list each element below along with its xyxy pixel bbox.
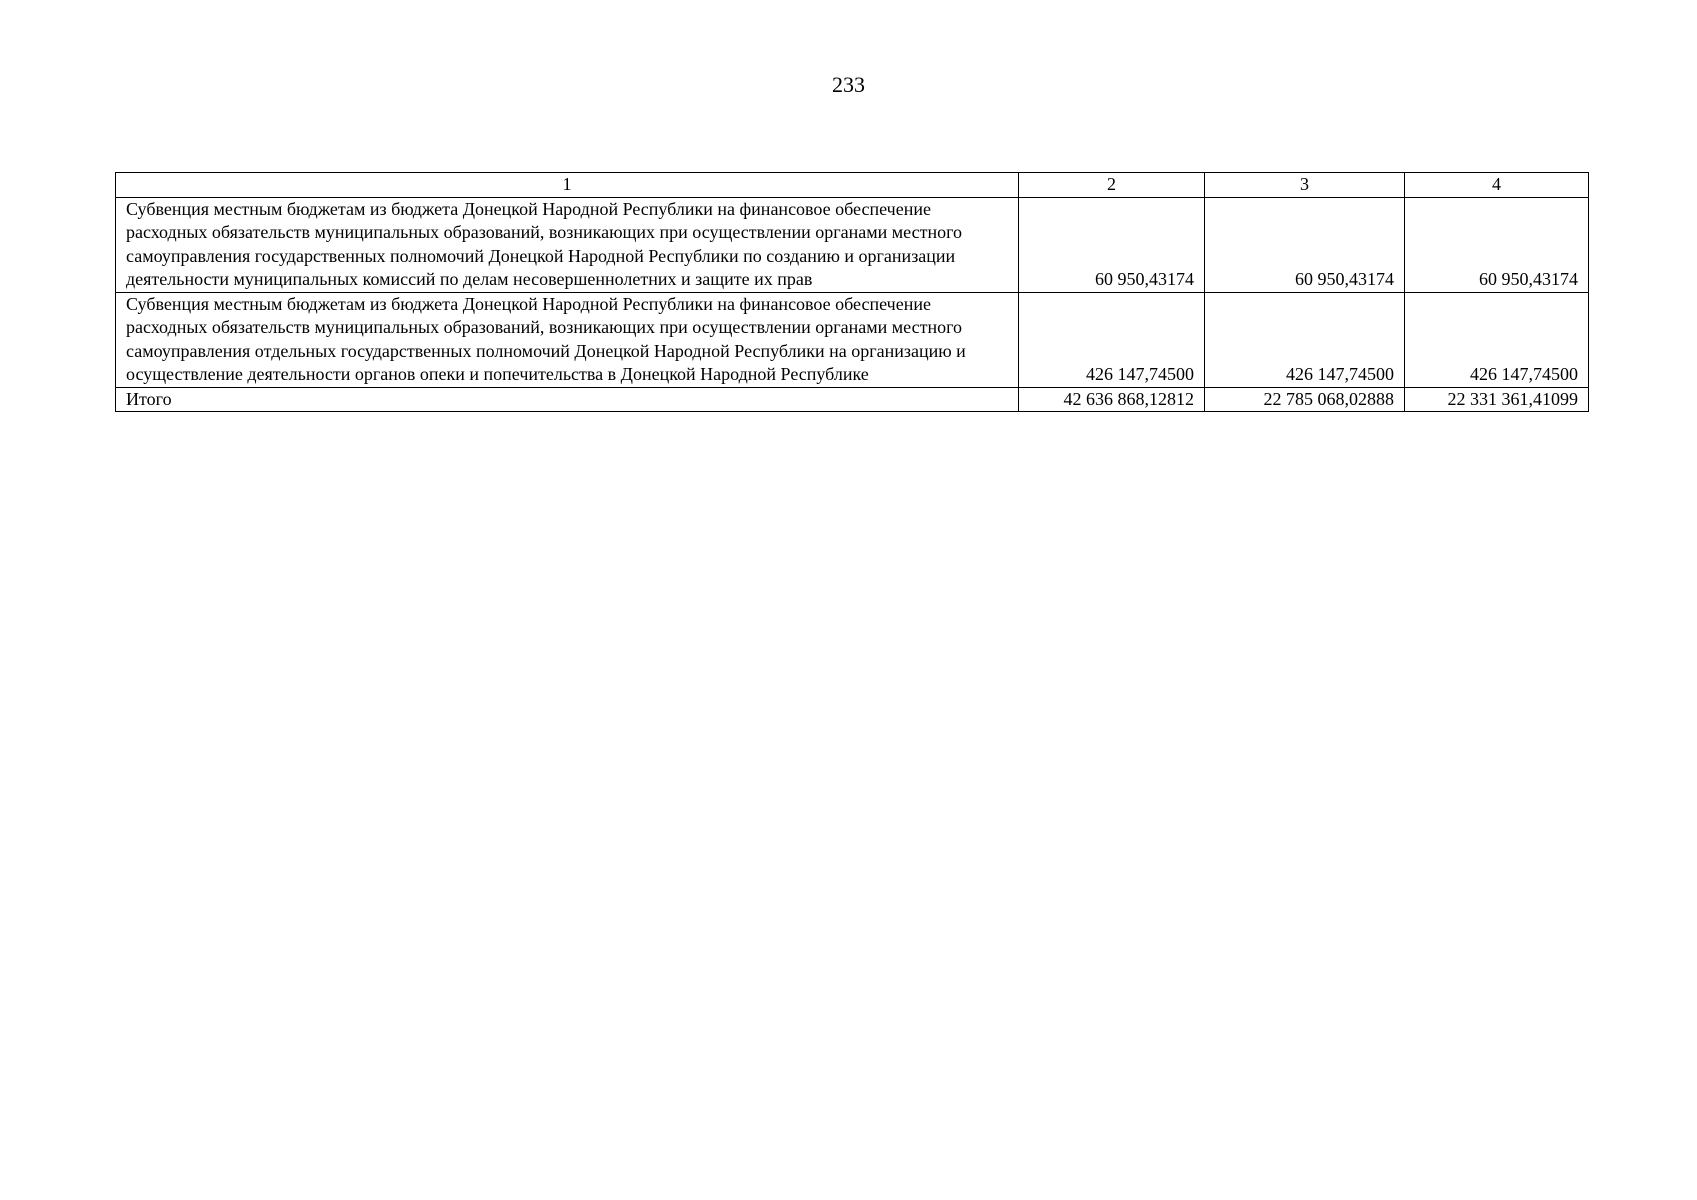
table-row: [116, 292, 1589, 387]
budget-table: [115, 172, 1589, 412]
table-header-row: [116, 173, 1589, 198]
row-value-col2: 60 950,43174: [1019, 197, 1205, 292]
total-row: [116, 387, 1589, 412]
row-value-col2: 426 147,74500: [1019, 292, 1205, 387]
row-value-col4: 60 950,43174: [1405, 197, 1589, 292]
page-number: 233: [832, 72, 865, 97]
row-description: Субвенция местным бюджетам из бюджета Донецкой Народной Республики на финансовое обеспечение расходных обязательств муниципальных образований, возникающих при осуществлении органами местного самоуправления отдельных государственных полномочий Донецкой Народной Республики на организацию и осуществление деятельности органов опеки и попечительства в Донецкой Народной Республике: [116, 292, 1019, 387]
total-value-col3: 22 785 068,02888: [1205, 387, 1405, 412]
column-header-3: 3: [1205, 173, 1405, 198]
table-row: [116, 197, 1589, 292]
total-value-col4: 22 331 361,41099: [1405, 387, 1589, 412]
row-description: Субвенция местным бюджетам из бюджета Донецкой Народной Республики на финансовое обеспечение расходных обязательств муниципальных образований, возникающих при осуществлении органами местного самоуправления государственных полномочий Донецкой Народной Республики по созданию и организации деятельности муниципальных комиссий по делам несовершеннолетних и защите их прав: [116, 197, 1019, 292]
column-header-4: 4: [1405, 173, 1589, 198]
column-header-2: 2: [1019, 173, 1205, 198]
row-value-col3: 60 950,43174: [1205, 197, 1405, 292]
column-header-1: 1: [116, 173, 1019, 198]
total-value-col2: 42 636 868,12812: [1019, 387, 1205, 412]
total-label: Итого: [116, 387, 1019, 412]
row-value-col3: 426 147,74500: [1205, 292, 1405, 387]
row-value-col4: 426 147,74500: [1405, 292, 1589, 387]
